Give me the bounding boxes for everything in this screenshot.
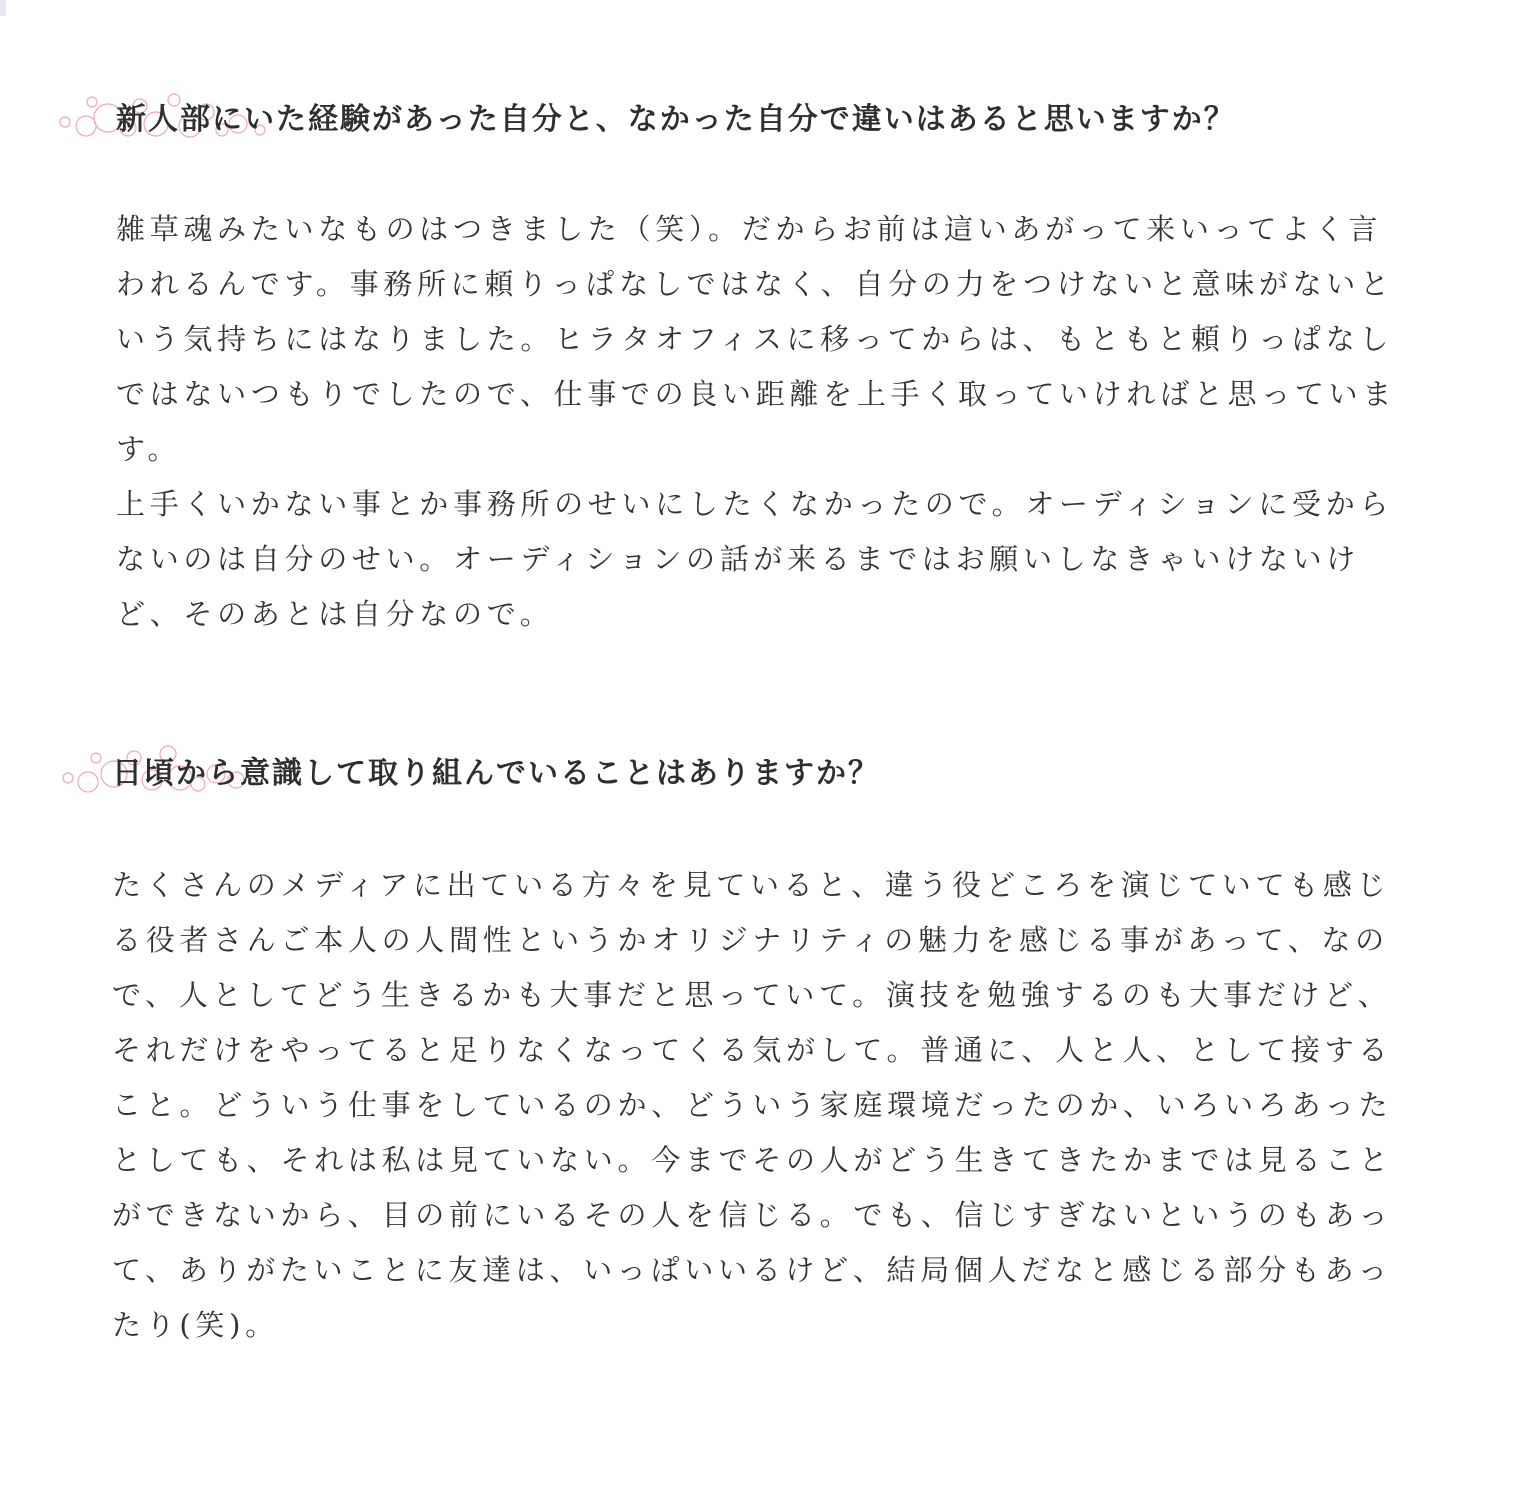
answer-text: [112, 858, 1402, 1353]
answer-text: [116, 202, 1406, 642]
answer-paragraph: 上手くいかない事とか事務所のせいにしたくなかったので。オーディションに受からないのは自分のせい。オーディションの話が来るまではお願いしなきゃいけないけど、そのあとは自分なので。: [116, 487, 1394, 631]
answer-paragraph: たくさんのメディアに出ている方々を見ていると、違う役どころを演じていても感じる役者さんご本人の人間性というかオリジナリティの魅力を感じる事があって、なので、人としてどう生きるかも大事だと思っていて。演技を勉強するのも大事だけど、それだけをやってると足りなくなってくる気がして。普通に、人と人、として接すること。どういう仕事をしているのか、どういう家庭環境だったのか、いろいろあったとしても、それは私は見ていない。今までその人がどう生きてきたかまでは見ることができないから、目の前にいるその人を信じる。でも、信じすぎないというのもあって、ありがたいことに友達は、いっぱいいるけど、結局個人だなと感じる部分もあったり(笑)。: [112, 868, 1393, 1342]
answer-paragraph: 雑草魂みたいなものはつきました（笑）。だからお前は這いあがって来いってよく言われるんです。事務所に頼りっぱなしではなく、自分の力をつけないと意味がないという気持ちにはなりました。ヒラタオフィスに移ってからは、もともと頼りっぱなしではないつもりでしたので、仕事での良い距離を上手く取っていければと思っています。: [116, 212, 1397, 466]
corner-mark: [0, 0, 6, 16]
question-heading: 日頃から意識して取り組んでいることはありますか？: [112, 756, 880, 791]
question-heading: 新人部にいた経験があった自分と、なかった自分で違いはあると思いますか？: [116, 102, 1236, 137]
